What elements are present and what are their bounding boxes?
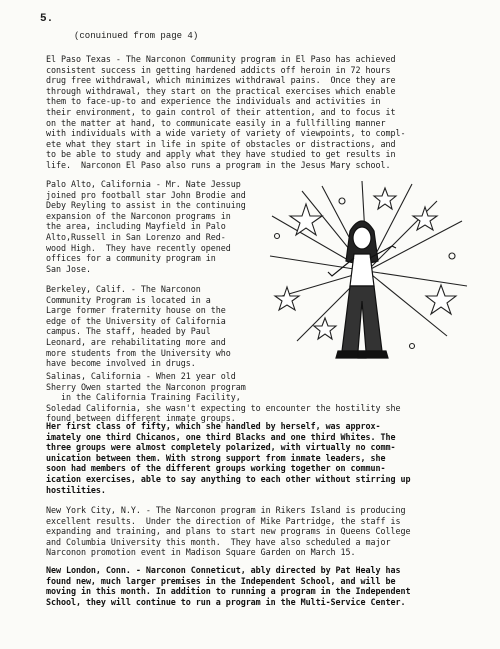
article-salinas-continued: Her first class of fifty, which she handled by herself, was approx- imately one third Chicanos, one third Blacks and one third Whites. The three groups were almost completely polarized, with virtually no comm- unication between them. With strong support from inmate leaders, she soon had members of the different groups working together on commun- ication exercises, able to say anything to each other without stirring up hostilities. xyxy=(46,421,411,495)
continued-note: (conuinued from page 4) xyxy=(74,31,199,41)
article-palo-alto: Palo Alto, California - Mr. Nate Jessup joined pro football star John Brodie and Deby Reyling to assist in the continuing expansion of the Narconon programs in the area, including Mayfield in Palo Alto,Russell in San Lorenzo and Red- wood High. They have recently opened offices for a community program in San Jose. xyxy=(46,179,246,274)
starburst-figure-icon xyxy=(262,176,472,366)
article-berkeley: Berkeley, Calif. - The Narconon Community Program is located in a Large former fraternity house on the edge of the University of California campus. The staff, headed by Paul Leonard, are rehabilitating more and more students from the University who have become involved in drugs. xyxy=(46,284,231,369)
article-new-london: New London, Conn. - Narconon Conneticut, ably directed by Pat Healy has found new, much larger premises in the Independent School, and will be moving in this month. In addition to running a program in the Independent School, they will continue to run a program in the Multi-Service Center. xyxy=(46,565,411,607)
page-number: 5. xyxy=(40,13,54,25)
article-new-york: New York City, N.Y. - The Narconon program in Rikers Island is producing excellent results. Under the direction of Mike Partridge, the staff is expanding and training, and plans to start new programs in Queens College and Columbia University this month. They have also scheduled a major Narconon promotion event in Madison Square Garden on March 15. xyxy=(46,505,411,558)
article-salinas: Salinas, California - When 21 year old Sherry Owen started the Narconon program in the California Training Facility, Soledad California, she wasn't expecting to encounter the hostility she found between different inmate groups. xyxy=(46,371,401,424)
article-el-paso: El Paso Texas - The Narconon Community program in El Paso has achieved consistent success in getting hardened addicts off heroin in 72 hours drug free withdrawal, which minimizes withdrawal pains. Once they are through withdrawal, they start on the practical exercises which enable them to face-up-to and experience the individuals and activities in their environment, to gain control of their attention, and to focus it on the matter at hand, to communicate easily in a fullfilling manner with individuals with a wide variety of variety of viewpoints, to compl- ete what they start in life in spite of obstacles or distractions, and to be able to study and apply what they have studied to get results in life. Narconon El Paso also runs a program in the Jesus Mary school. xyxy=(46,54,406,170)
